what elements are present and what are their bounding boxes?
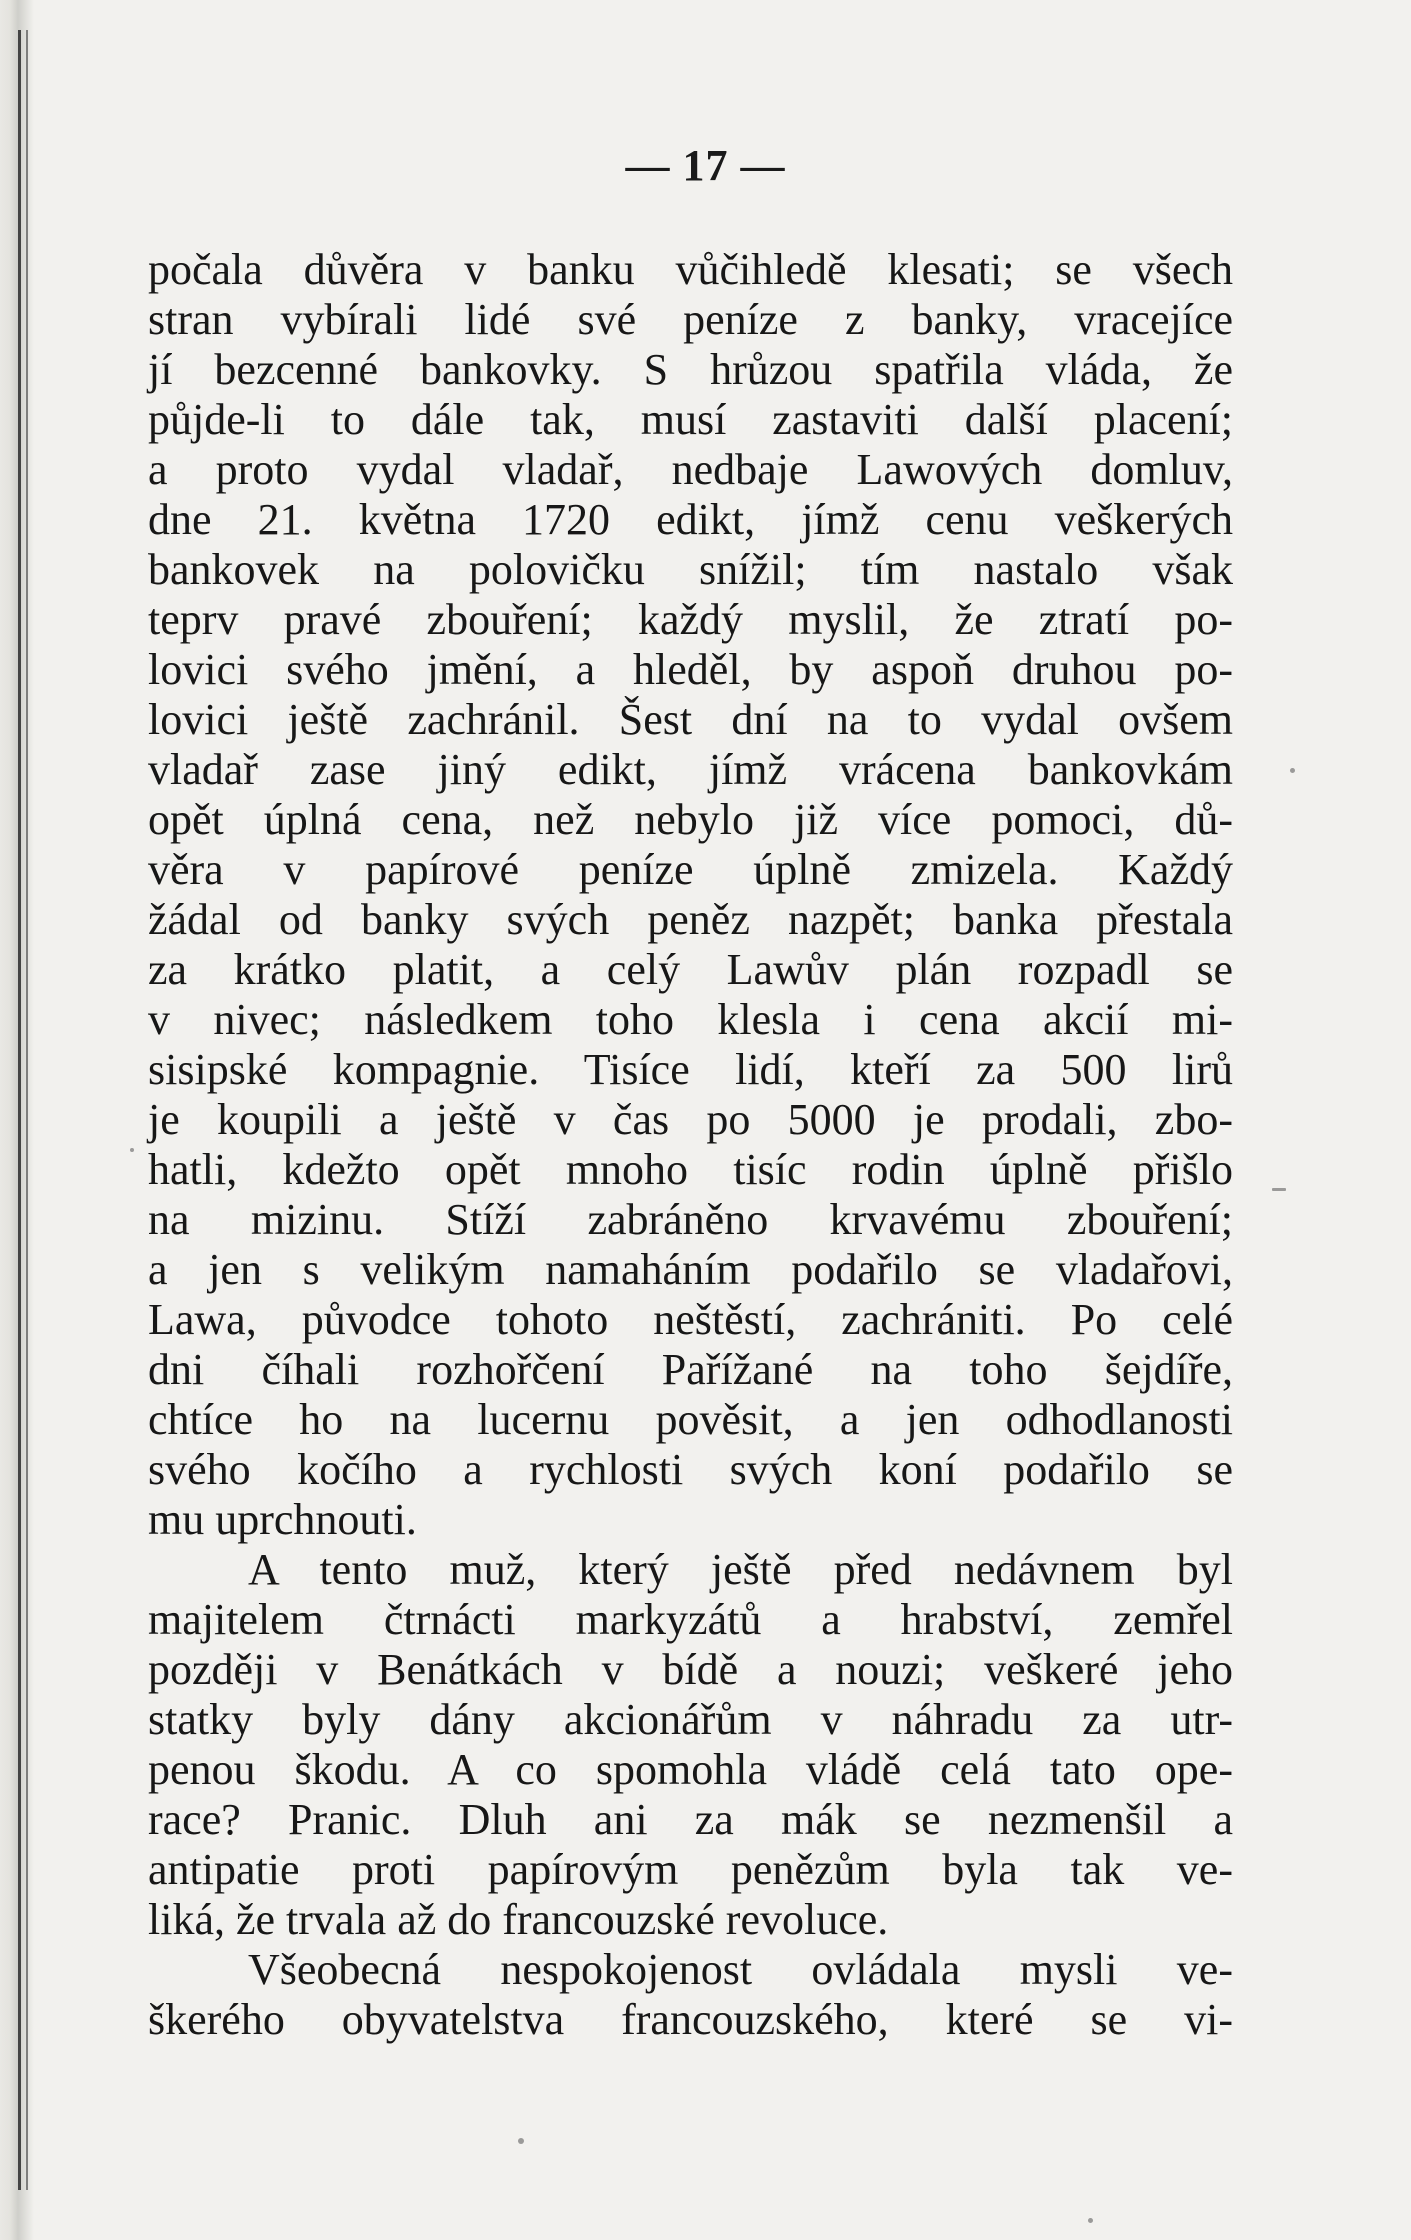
- text-line: bankovek na polovičku snížil; tím nastalo však: [148, 545, 1233, 594]
- text-line: půjde-li to dále tak, musí zastaviti další placení;: [148, 395, 1233, 444]
- text-line: race? Pranic. Dluh ani za mák se nezmenšil a: [148, 1795, 1233, 1844]
- text-line: vladař zase jiný edikt, jímž vrácena bankovkám: [148, 745, 1233, 794]
- text-line: dne 21. května 1720 edikt, jímž cenu veškerých: [148, 495, 1233, 544]
- text-line: později v Benátkách v bídě a nouzi; veškeré jeho: [148, 1645, 1233, 1694]
- text-line: teprv pravé zbouření; každý myslil, že ztratí po-: [148, 595, 1233, 644]
- text-line: chtíce ho na lucernu pověsit, a jen odhodlanosti: [148, 1395, 1233, 1444]
- text-line: a jen s velikým namaháním podařilo se vladařovi,: [148, 1245, 1233, 1294]
- text-line: počala důvěra v banku vůčihledě klesati; se všech: [148, 245, 1233, 294]
- text-line: lovici svého jmění, a hleděl, by aspoň druhou po-: [148, 645, 1233, 694]
- text-line: antipatie proti papírovým penězům byla tak ve-: [148, 1845, 1233, 1894]
- text-line: věra v papírové peníze úplně zmizela. Každý: [148, 845, 1233, 894]
- text-line: stran vybírali lidé své peníze z banky, vracejíce: [148, 295, 1233, 344]
- text-line: v nivec; následkem toho klesla i cena akcií mi-: [148, 995, 1233, 1044]
- paper-speck: [1272, 1188, 1286, 1191]
- text-line: penou škodu. A co spomohla vládě celá tato ope-: [148, 1745, 1233, 1794]
- text-line: je koupili a ještě v čas po 5000 je prodali, zbo-: [148, 1095, 1233, 1144]
- text-line: hatli, kdežto opět mnoho tisíc rodin úplně přišlo: [148, 1145, 1233, 1194]
- page-number: — 17 —: [625, 141, 786, 190]
- text-line: škerého obyvatelstva francouzského, které se vi-: [148, 1995, 1233, 2044]
- paper-speck: [1088, 2218, 1093, 2223]
- text-line: jí bezcenné bankovky. S hrůzou spatřila vláda, že: [148, 345, 1233, 394]
- text-line: žádal od banky svých peněz nazpět; banka přestala: [148, 895, 1233, 944]
- paragraph-start-line: A tento muž, který ještě před nedávnem byl: [248, 1545, 1233, 1594]
- paper-speck: [130, 1148, 134, 1152]
- text-line: dni číhali rozhořčení Pařížané na toho šejdíře,: [148, 1345, 1233, 1394]
- text-line: za krátko platit, a celý Lawův plán rozpadl se: [148, 945, 1233, 994]
- text-line: sisipské kompagnie. Tisíce lidí, kteří za 500 lirů: [148, 1045, 1233, 1094]
- paper-speck: [1290, 768, 1295, 773]
- paragraph-start-line: Všeobecná nespokojenost ovládala mysli ve-: [248, 1945, 1233, 1994]
- paper-speck: [518, 2138, 524, 2144]
- text-line: majitelem čtrnácti markyzátů a hrabství, zemřel: [148, 1595, 1233, 1644]
- text-line: svého kočího a rychlosti svých koní podařilo se: [148, 1445, 1233, 1494]
- text-line: statky byly dány akcionářům v náhradu za utr-: [148, 1695, 1233, 1744]
- text-line: opět úplná cena, než nebylo již více pomoci, dů-: [148, 795, 1233, 844]
- body-text: [148, 245, 1233, 2045]
- text-line: Lawa, původce tohoto neštěstí, zachrániti. Po celé: [148, 1295, 1233, 1344]
- text-line: liká, že trvala až do francouzské revoluce.: [148, 1895, 889, 1944]
- text-line: na mizinu. Stíží zabráněno krvavému zbouření;: [148, 1195, 1233, 1244]
- text-line: lovici ještě zachránil. Šest dní na to vydal ovšem: [148, 695, 1233, 744]
- text-line: a proto vydal vladař, nedbaje Lawových domluv,: [148, 445, 1233, 494]
- text-line: mu uprchnouti.: [148, 1495, 417, 1544]
